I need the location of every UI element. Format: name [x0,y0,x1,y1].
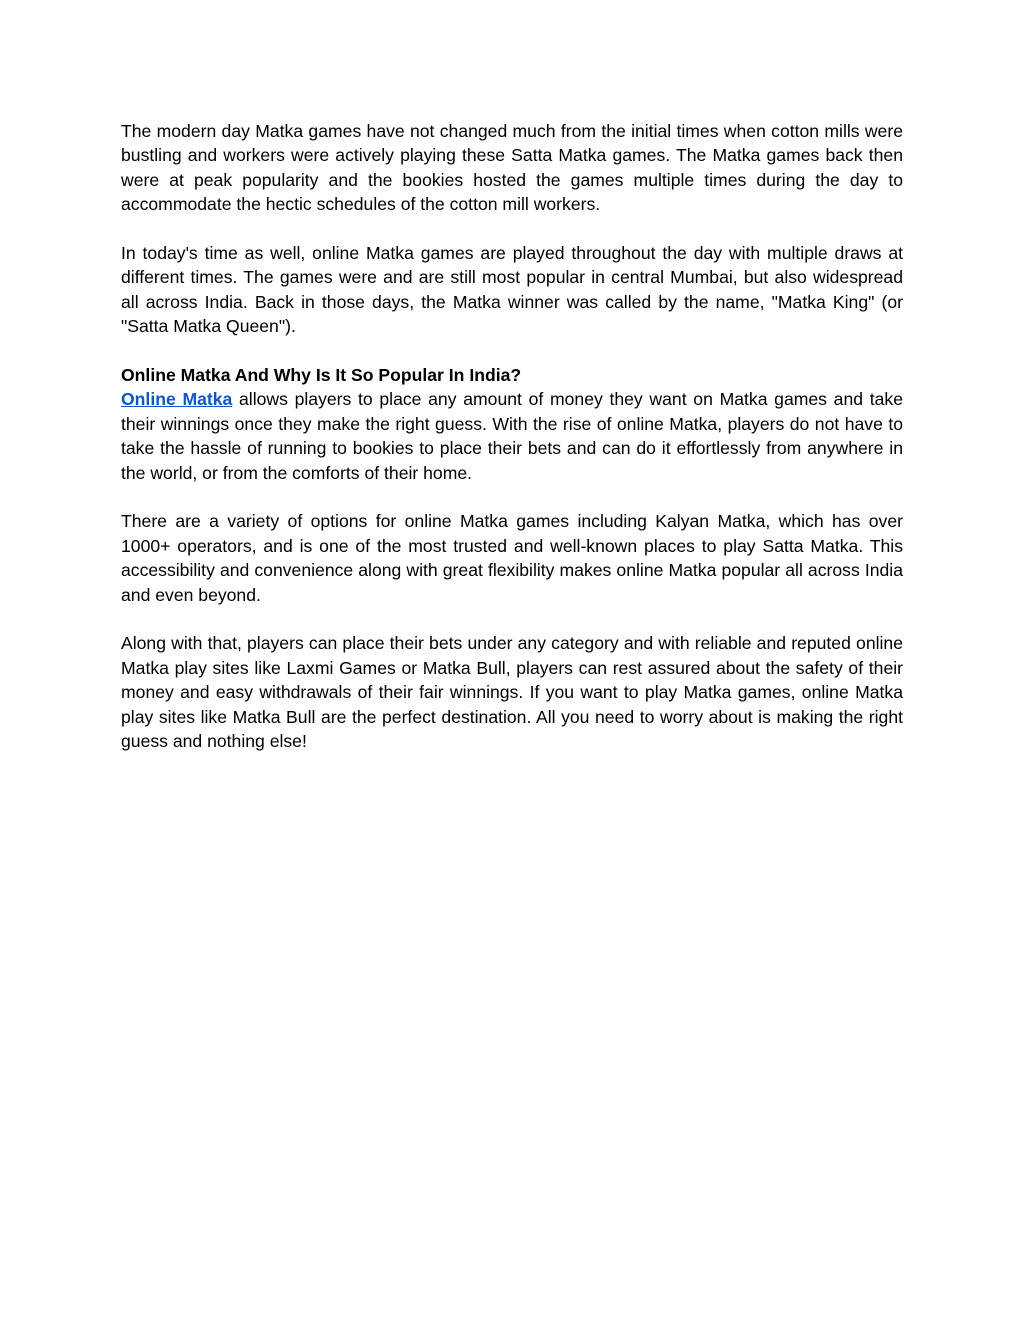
paragraph-options: There are a variety of options for online Matka games including Kalyan Matka, which has over 1000+ operators, and is one of the most trusted and well-known places to play Satta Matka. This accessibility and convenience along with great flexibility makes online Matka popular all across India and even beyond. [121,511,903,605]
paragraph-online-matka [121,387,903,485]
paragraph-history: The modern day Matka games have not changed much from the initial times when cotton mills were bustling and workers were actively playing these Satta Matka games. The Matka games back then were at peak popularity and the bookies hosted the games multiple times during the day to accommodate the hectic schedules of the cotton mill workers. [121,121,903,215]
document-body [121,119,903,778]
section-heading: Online Matka And Why Is It So Popular In India? [121,365,522,386]
paragraph-online-matka-text: allows players to place any amount of money they want on Matka games and take their winnings once they make the right guess. With the rise of online Matka, players do not have to take the hassle of running to bookies to place their bets and can do it effortlessly from anywhere in the world, or from the comforts of their home. [121,389,903,483]
paragraph-safety: Along with that, players can place their bets under any category and with reliable and reputed online Matka play sites like Laxmi Games or Matka Bull, players can rest assured about the safety of their money and easy withdrawals of their fair winnings. If you want to play Matka games, online Matka play sites like Matka Bull are the perfect destination. All you need to worry about is making the right guess and nothing else! [121,633,903,752]
online-matka-link[interactable]: Online Matka [121,389,233,410]
paragraph-today: In today's time as well, online Matka games are played throughout the day with multiple draws at different times. The games were and are still most popular in central Mumbai, but also widespread all across India. Back in those days, the Matka winner was called by the name, "Matka King" (or "Satta Matka Queen"). [121,243,903,337]
